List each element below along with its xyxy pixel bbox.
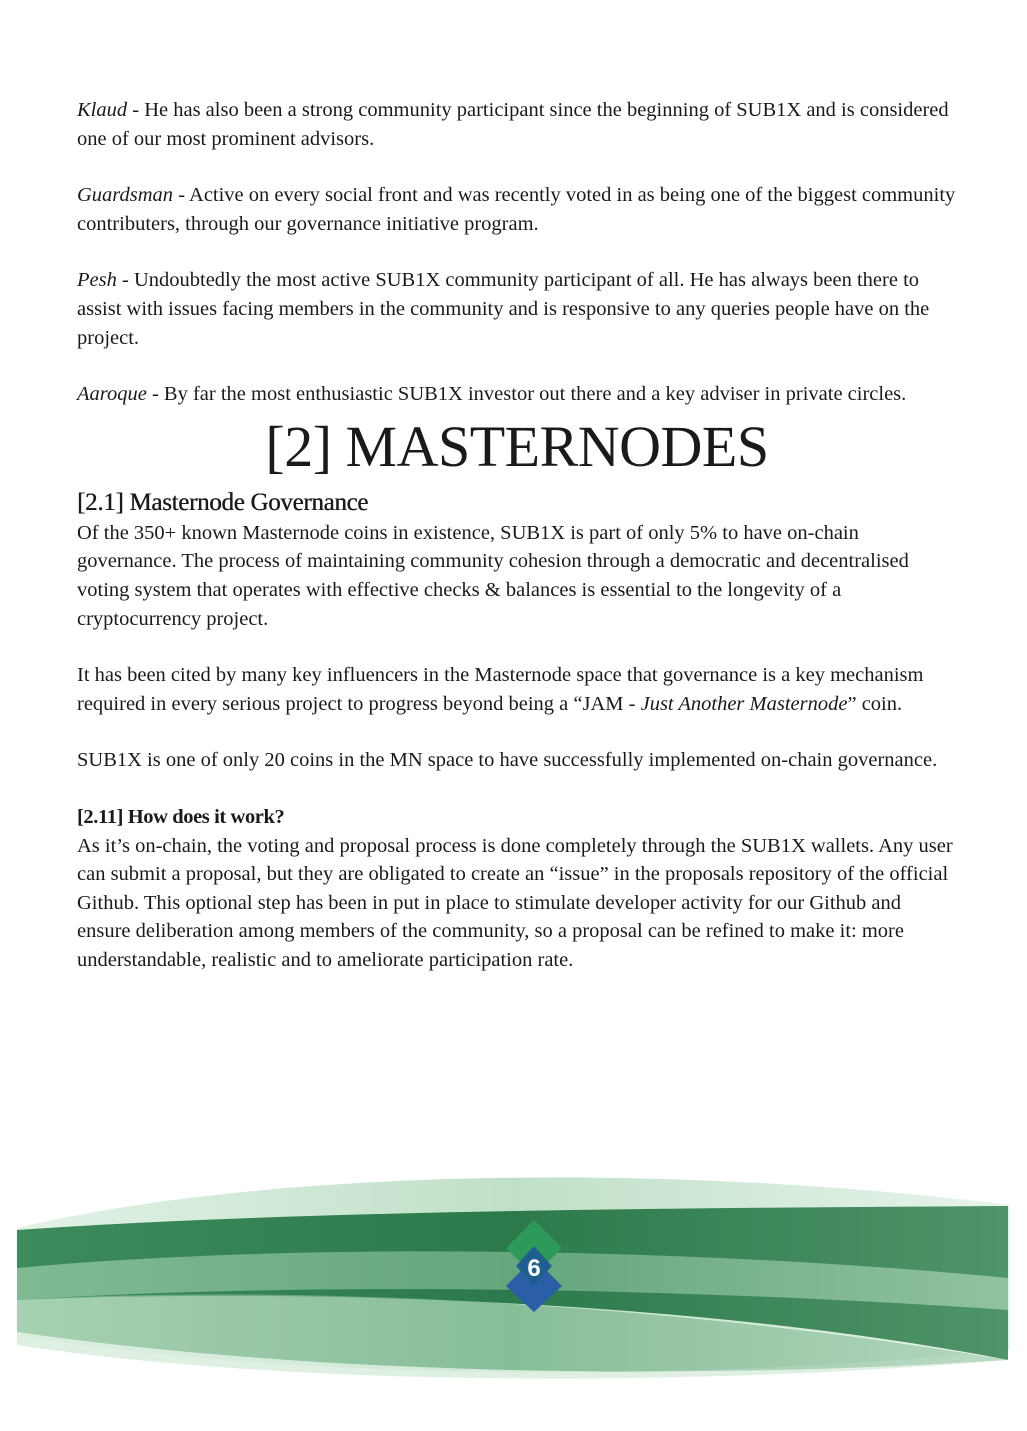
person-separator: - (146, 383, 164, 406)
person-entry (77, 181, 957, 238)
document-body (77, 96, 957, 974)
person-separator: - (127, 99, 145, 121)
person-description: Undoubtedly the most active SUB1X community participant of all. He has always been there to assist with issues facing members in the community and is responsive to any queries people have on the project. (77, 269, 930, 349)
paragraph-text: ” coin. (847, 692, 903, 715)
footer-wave-graphic (0, 1150, 1027, 1390)
subsection-paragraph: As it’s on-chain, the voting and proposal process is done completely through the SUB1X wallets. Any user can submit a proposal, but they are obligated to create an “issue” in the proposals repository of the official Github. This optional step has been in put in place to stimulate developer activity for our Github and ensure deliberation among members of the community, so a proposal can be refined to make it: more understandable, realistic and to ameliorate participation rate. (77, 834, 953, 971)
section-title: [2.1] Masternode Governance (77, 488, 369, 516)
person-name: Guardsman (77, 184, 174, 207)
person-description: He has also been a strong community participant since the beginning of SUB1X and is considered one of our most prominent advisors. (77, 99, 949, 150)
page-number: 6 (527, 1255, 541, 1282)
footer-decoration (0, 1150, 1027, 1390)
person-separator: - (173, 184, 190, 207)
person-name: Klaud (77, 99, 128, 121)
person-separator: - (116, 269, 134, 292)
person-name: Pesh (77, 269, 117, 292)
paragraph-italic-text: Just Another Masternode (640, 692, 848, 715)
subsection-title: [2.11] How does it work? (77, 805, 285, 828)
person-entry (77, 96, 957, 153)
person-description: Active on every social front and was recently voted in as being one of the biggest community contributers, through our governance initiative program. (77, 184, 956, 235)
person-name: Aaroque (77, 383, 147, 406)
chapter-title: [2] MASTERNODES (265, 413, 769, 479)
person-description: By far the most enthusiastic SUB1X investor out there and a key adviser in private circles. (163, 383, 907, 406)
section-paragraph: SUB1X is one of only 20 coins in the MN space to have successfully implemented on-chain governance. (77, 749, 938, 772)
person-entry (77, 266, 957, 352)
section-paragraph (77, 661, 957, 718)
paragraph-text: It has been cited by many key influencers in the Masternode space that governance is a key mechanism required in every serious project to progress beyond being a “JAM - (77, 664, 924, 715)
person-entry (77, 380, 957, 409)
section-paragraph: Of the 350+ known Masternode coins in existence, SUB1X is part of only 5% to have on-chain governance. The process of maintaining community cohesion through a democratic and decentralised voting system that operates with effective checks & balances is essential to the longevity of a cryptocurrency project. (77, 521, 909, 630)
